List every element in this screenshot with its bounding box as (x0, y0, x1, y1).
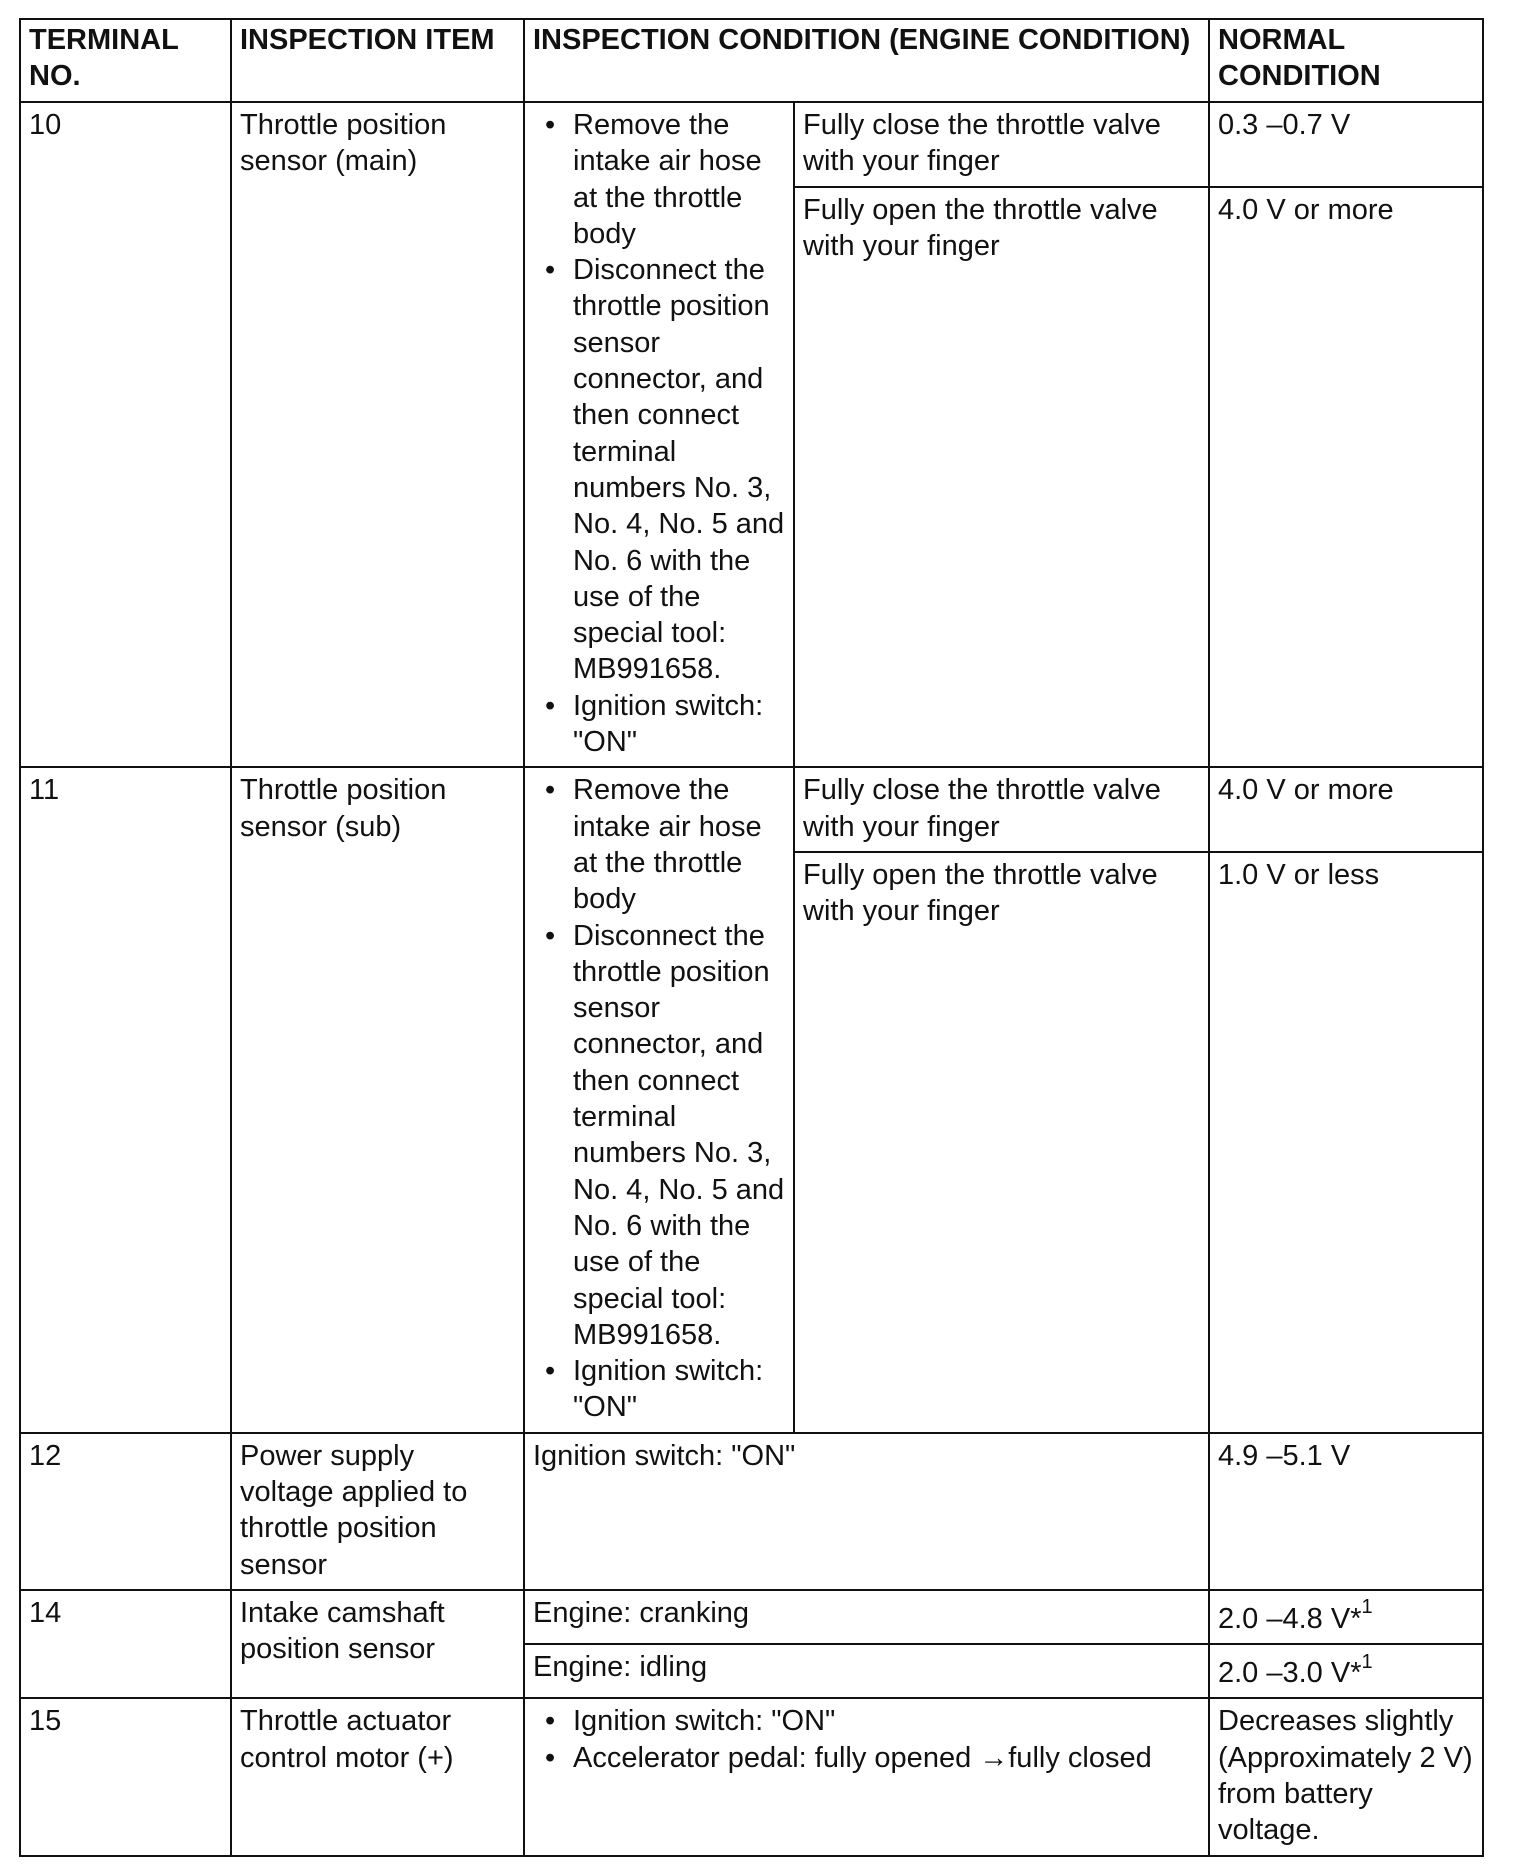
inspection-condition: Engine: idling (524, 1644, 1209, 1698)
normal-condition: 0.3 –0.7 V (1209, 102, 1483, 187)
inspection-condition: Fully close the throttle valve with your finger (794, 102, 1209, 187)
table-row (20, 767, 1483, 852)
normal-condition (1209, 1644, 1483, 1698)
inspection-item: Throttle position sensor (sub) (231, 767, 524, 1432)
header-inspection-item: INSPECTION ITEM (231, 19, 524, 102)
list-item: • Disconnect the throttle position sensor connector, and then connect terminal numbers No. 3, No. 4, No. 5 and No. 6 with the use of the special tool: MB991658. (533, 252, 785, 688)
normal-condition: 4.9 –5.1 V (1209, 1433, 1483, 1590)
inspection-steps (524, 1698, 1209, 1855)
list-item: • Ignition switch: "ON" (533, 688, 785, 761)
bullet-list (533, 1703, 1200, 1776)
terminal-number: 10 (20, 102, 231, 767)
inspection-item: Throttle position sensor (main) (231, 102, 524, 767)
inspection-table (19, 18, 1484, 1857)
inspection-condition: Fully close the throttle valve with your finger (794, 767, 1209, 852)
footnote-marker: 1 (1361, 1650, 1373, 1673)
header-inspection-condition: INSPECTION CONDITION (ENGINE CONDITION) (524, 19, 1209, 102)
footnote-marker: 1 (1361, 1596, 1373, 1619)
normal-value: 2.0 –4.8 V* (1218, 1602, 1362, 1635)
normal-value: 2.0 –3.0 V* (1218, 1657, 1362, 1690)
list-item: • Remove the intake air hose at the throttle body (533, 772, 785, 917)
header-row (20, 19, 1483, 102)
inspection-condition: Ignition switch: "ON" (524, 1433, 1209, 1590)
header-terminal-no: TERMINAL NO. (20, 19, 231, 102)
bullet-list (533, 772, 785, 1425)
inspection-item: Throttle actuator control motor (+) (231, 1698, 524, 1855)
table-row (20, 1590, 1483, 1644)
table-row (20, 102, 1483, 187)
list-item: • Disconnect the throttle position sensor connector, and then connect terminal numbers No. 3, No. 4, No. 5 and No. 6 with the use of the special tool: MB991658. (533, 918, 785, 1354)
list-item: • Ignition switch: "ON" (533, 1703, 1200, 1739)
inspection-item: Power supply voltage applied to throttle position sensor (231, 1433, 524, 1590)
normal-condition: Decreases slightly (Approximately 2 V) from battery voltage. (1209, 1698, 1483, 1855)
normal-condition: 4.0 V or more (1209, 187, 1483, 768)
inspection-condition: Fully open the throttle valve with your finger (794, 187, 1209, 768)
list-item: • Remove the intake air hose at the throttle body (533, 107, 785, 252)
terminal-number: 15 (20, 1698, 231, 1855)
table-row (20, 1433, 1483, 1590)
normal-condition (1209, 1590, 1483, 1644)
normal-condition: 4.0 V or more (1209, 767, 1483, 852)
inspection-steps (524, 767, 794, 1432)
inspection-steps (524, 102, 794, 767)
inspection-item: Intake camshaft position sensor (231, 1590, 524, 1699)
table-row (20, 1698, 1483, 1855)
terminal-number: 11 (20, 767, 231, 1432)
normal-condition: 1.0 V or less (1209, 852, 1483, 1433)
terminal-number: 14 (20, 1590, 231, 1699)
inspection-condition: Engine: cranking (524, 1590, 1209, 1644)
terminal-number: 12 (20, 1433, 231, 1590)
inspection-condition: Fully open the throttle valve with your finger (794, 852, 1209, 1433)
list-item: • Accelerator pedal: fully opened →fully closed (533, 1740, 1200, 1776)
header-normal-condition: NORMAL CONDITION (1209, 19, 1483, 102)
list-item: • Ignition switch: "ON" (533, 1353, 785, 1426)
bullet-list (533, 107, 785, 760)
